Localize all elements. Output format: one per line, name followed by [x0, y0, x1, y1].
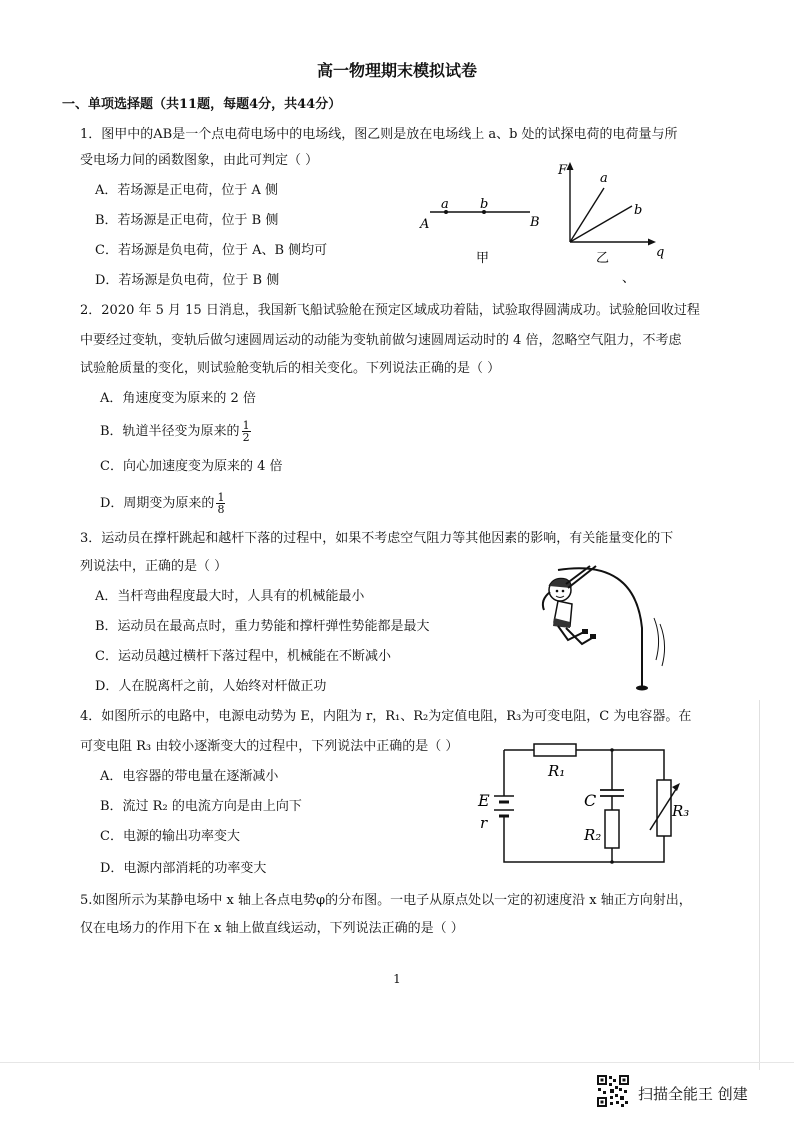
q2-option-a: A．角速度变为原来的 2 倍: [100, 391, 256, 406]
q1-option-b: B．若场源是正电荷，位于 B 侧: [95, 213, 279, 228]
fig-jia-label-a: a: [441, 197, 449, 212]
fig-yi-mark: 、: [622, 271, 636, 286]
q2-option-b: [100, 420, 251, 443]
fraction-numerator: 1: [242, 419, 250, 432]
q2-option-b-text: B．轨道半径变为原来的: [100, 424, 240, 439]
scan-edge-line: [759, 700, 760, 1070]
q1-stem-line2: 受电场力间的函数图象，由此可判定（ ）: [80, 153, 319, 168]
q1-figure-jia: [418, 190, 548, 270]
q3-option-b: B．运动员在最高点时，重力势能和撑杆弹性势能都是最大: [95, 619, 430, 634]
footer-divider: [0, 1062, 794, 1063]
exam-title: 高一物理期末模拟试卷: [316, 61, 477, 80]
circuit-label-E: E: [478, 791, 490, 810]
fig-jia-caption: 甲: [476, 251, 490, 266]
q4-stem-line2: 可变电阻 R₃ 由较小逐渐变大的过程中，下列说法中正确的是（ ）: [80, 739, 459, 754]
q2-option-d-text: D．周期变为原来的: [100, 496, 215, 511]
circuit-label-R1: R₁: [548, 762, 566, 780]
q3-stem-line2: 列说法中，正确的是（ ）: [80, 559, 228, 574]
fraction-denominator: 8: [217, 503, 225, 516]
fig-jia-label-B: B: [530, 215, 540, 230]
q3-stem-line1: 3．运动员在撑杆跳起和越杆下落的过程中，如果不考虑空气阻力等其他因素的影响，有关能量变化的下: [80, 531, 674, 546]
q2-option-c: C．向心加速度变为原来的 4 倍: [100, 459, 283, 474]
fig-yi-caption: 乙: [596, 251, 610, 266]
q4-option-c: C．电源的输出功率变大: [100, 829, 240, 844]
qr-code-icon: [596, 1074, 630, 1108]
fig-jia-label-b: b: [480, 197, 489, 212]
q2-option-b-fraction: [242, 420, 251, 443]
q3-option-d: D．人在脱离杆之前，人始终对杆做正功: [95, 679, 327, 694]
page-number: 1: [393, 972, 401, 986]
section-heading: 一、单项选择题（共11题，每题4分，共44分）: [62, 97, 342, 112]
scanner-watermark: 扫描全能王 创建: [638, 1085, 748, 1103]
q4-option-b: B．流过 R₂ 的电流方向是由上向下: [100, 799, 302, 814]
q2-option-d: [100, 492, 225, 515]
q2-option-d-fraction: [216, 492, 225, 515]
fig-yi-label-F: F: [558, 163, 568, 178]
q4-circuit-diagram: [474, 738, 694, 870]
q4-option-a: A．电容器的带电量在逐渐减小: [100, 769, 279, 784]
q1-figure-yi: [552, 158, 672, 286]
q2-stem-line3: 试验舱质量的变化，则试验舱变轨后的相关变化。下列说法正确的是（ ）: [80, 361, 501, 376]
q4-option-d: D．电源内部消耗的功率变大: [100, 861, 267, 876]
fig-jia-label-A: A: [420, 217, 430, 232]
circuit-label-r: r: [480, 814, 488, 832]
q2-stem-line1: 2．2020 年 5 月 15 日消息，我国新飞船试验舱在预定区域成功着陆，试验取得圆满成功。试验舱回收过程: [80, 303, 700, 318]
pole-vaulter-illustration: [530, 548, 670, 696]
q1-option-d: D．若场源是负电荷，位于 B 侧: [95, 273, 280, 288]
fig-yi-label-b: b: [634, 203, 643, 218]
fig-yi-label-a: a: [600, 171, 608, 186]
fig-yi-label-q: q: [656, 245, 665, 260]
q3-option-c: C．运动员越过横杆下落过程中，机械能在不断减小: [95, 649, 391, 664]
q1-stem-line1: 1．图甲中的AB是一个点电荷电场中的电场线，图乙则是放在电场线上 a、b 处的试探电荷的电荷量与所: [80, 127, 678, 142]
circuit-label-R3: R₃: [672, 802, 690, 820]
fraction-numerator: 1: [217, 491, 225, 504]
q1-option-c: C．若场源是负电荷，位于 A、B 侧均可: [95, 243, 328, 258]
q2-stem-line2: 中要经过变轨，变轨后做匀速圆周运动的动能为变轨前做匀速圆周运动时的 4 倍，忽略空气阻力，不考虑: [80, 333, 682, 348]
q5-stem-line1: 5.如图所示为某静电场中 x 轴上各点电势φ的分布图。一电子从原点处以一定的初速度沿 x 轴正方向射出，: [80, 893, 692, 908]
circuit-label-R2: R₂: [584, 826, 602, 844]
q1-option-a: A．若场源是正电荷，位于 A 侧: [95, 183, 279, 198]
circuit-label-C: C: [584, 791, 597, 810]
q3-option-a: A．当杆弯曲程度最大时，人具有的机械能最小: [95, 589, 365, 604]
fraction-denominator: 2: [242, 431, 250, 444]
q4-stem-line1: 4．如图所示的电路中，电源电动势为 E，内阻为 r，R₁、R₂为定值电阻，R₃为可变电阻，C 为电容器。在: [80, 709, 692, 724]
q5-stem-line2: 仅在电场力的作用下在 x 轴上做直线运动，下列说法正确的是（ ）: [80, 921, 464, 936]
